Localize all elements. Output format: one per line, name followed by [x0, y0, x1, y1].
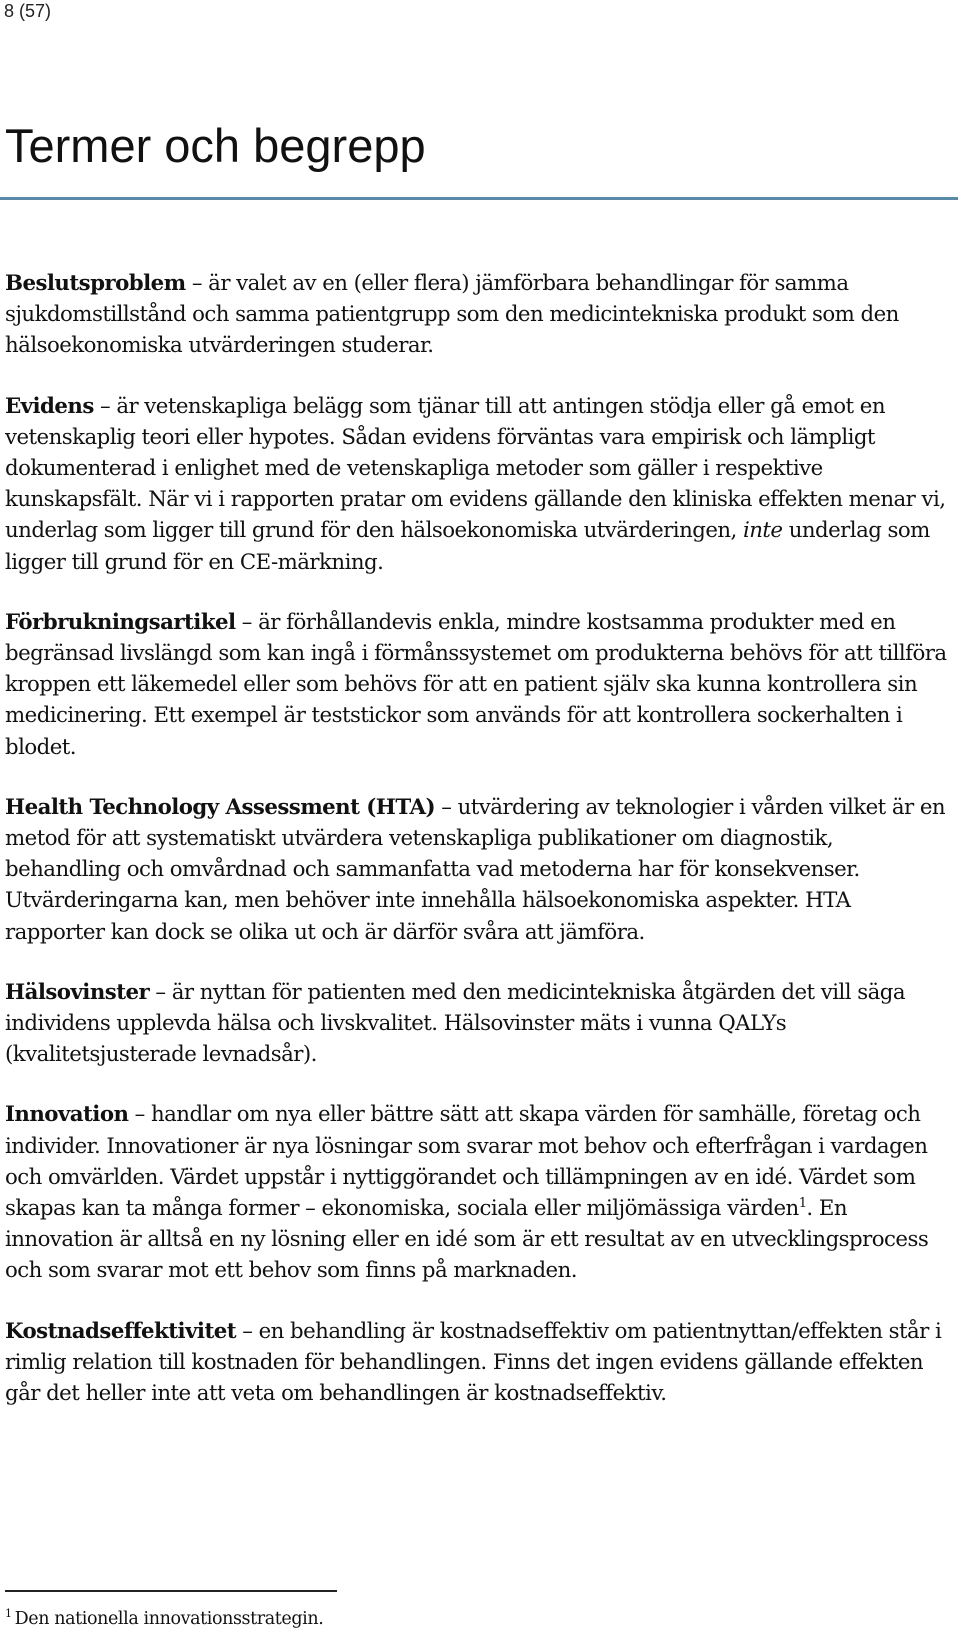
term-entry-hta — [5, 792, 950, 948]
term-name: Evidens — [5, 393, 94, 419]
term-name: Health Technology Assessment (HTA) — [5, 794, 436, 820]
term-entry-halsovinster — [5, 977, 950, 1071]
page-number: 8 (57) — [4, 1, 52, 21]
term-entry-kostnadseffektivitet — [5, 1316, 950, 1410]
term-dash: – — [185, 271, 209, 296]
term-dash: – — [435, 794, 458, 820]
term-definition: är nyttan för patienten med den medicintekniska åtgärden det vill säga individens upplevda hälsa och livskvalitet. Hälsovinster mäts i vunna QALYs (kvalitetsjusterade levnadsår). — [5, 979, 905, 1068]
term-definition: är förhållandevis enkla, mindre kostsamma produkter med en begränsad livslängd som kan ingå i förmånssystemet om produkterna behövs för att tillföra kroppen ett läkemedel eller som behövs för att en patient själv ska kunna kontrollera sin medicinering. Ett exempel är teststickor som används för att kontrollera sockerhalten i blodet. — [5, 609, 947, 760]
term-name: Hälsovinster — [5, 979, 150, 1005]
footnote — [5, 1607, 323, 1631]
term-dash: – — [149, 979, 172, 1005]
term-definition-continued: underlag som ligger till grund för en CE-märkning. — [5, 518, 930, 575]
title-divider — [0, 197, 958, 200]
term-emphasis: inte — [742, 518, 783, 544]
term-name: Förbrukningsartikel — [5, 609, 236, 635]
footnote-divider — [5, 1590, 337, 1592]
term-entry-forbrukningsartikel — [5, 607, 950, 763]
term-definition: är valet av en (eller flera) jämförbara behandlingar för samma sjukdomstillstånd och samma patientgrupp som den medicintekniska produkt som den hälsoekonomiska utvärderingen studerar. — [5, 271, 899, 359]
term-definition-continued: . En innovation är alltså en ny lösning eller en idé som är ett resultat av en utvecklingsprocess och som svarar mot ett behov som finns på marknaden. — [5, 1196, 929, 1284]
term-dash: – — [128, 1102, 151, 1128]
footnote-text: Den nationella innovationsstrategin. — [14, 1609, 324, 1629]
term-definition: handlar om nya eller bättre sätt att skapa värden för samhälle, företag och individer. Innovationer är nya lösningar som svarar mot behov och efterfrågan i vardagen och omvärlden. Värdet uppstår i nyttiggörandet och tillämpningen av en idé. Värdet som skapas kan ta många former – ekonomiska, sociala eller miljömässiga värden — [5, 1102, 928, 1222]
page-title: Termer och begrepp — [5, 119, 426, 172]
term-dash: – — [93, 393, 117, 419]
term-entry-innovation — [5, 1099, 950, 1286]
footnote-reference[interactable]: 1 — [798, 1195, 807, 1211]
term-name: Beslutsproblem — [5, 271, 186, 296]
term-definition: utvärdering av teknologier i vården vilket är en metod för att systematiskt utvärdera vetenskapliga publikationer om diagnostik, behandling och omvårdnad och sammanfatta vad metoderna har för konsekvenser. Utvärderingarna kan, men behöver inte innehålla hälsoekonomiska aspekter. HTA rapporter kan dock se olika ut och är därför svåra att jämföra. — [5, 794, 946, 945]
term-entry-beslutsproblem — [5, 268, 950, 362]
terms-list — [5, 268, 950, 1438]
term-entry-evidens — [5, 391, 950, 578]
term-dash: – — [235, 609, 259, 635]
term-dash: – — [236, 1318, 259, 1344]
term-name: Innovation — [5, 1102, 129, 1128]
term-definition: en behandling är kostnadseffektiv om patientnyttan/effekten står i rimlig relation till kostnaden för behandlingen. Finns det ingen evidens gällande effekten går det heller inte att veta om behandlingen är kostnadseffektiv. — [5, 1318, 942, 1407]
footnote-marker: 1 — [5, 1607, 12, 1621]
term-name: Kostnadseffektivitet — [5, 1318, 237, 1344]
term-definition: är vetenskapliga belägg som tjänar till att antingen stödja eller gå emot en vetenskaplig teori eller hypotes. Sådan evidens förväntas vara empirisk och lämpligt dokumenterad i enlighet med de vetenskapliga metoder som gäller i respektive kunskapsfält. När vi i rapporten pratar om evidens gällande den kliniska effekten menar vi, underlag som ligger till grund för den hälsoekonomiska utvärderingen, — [5, 393, 946, 544]
